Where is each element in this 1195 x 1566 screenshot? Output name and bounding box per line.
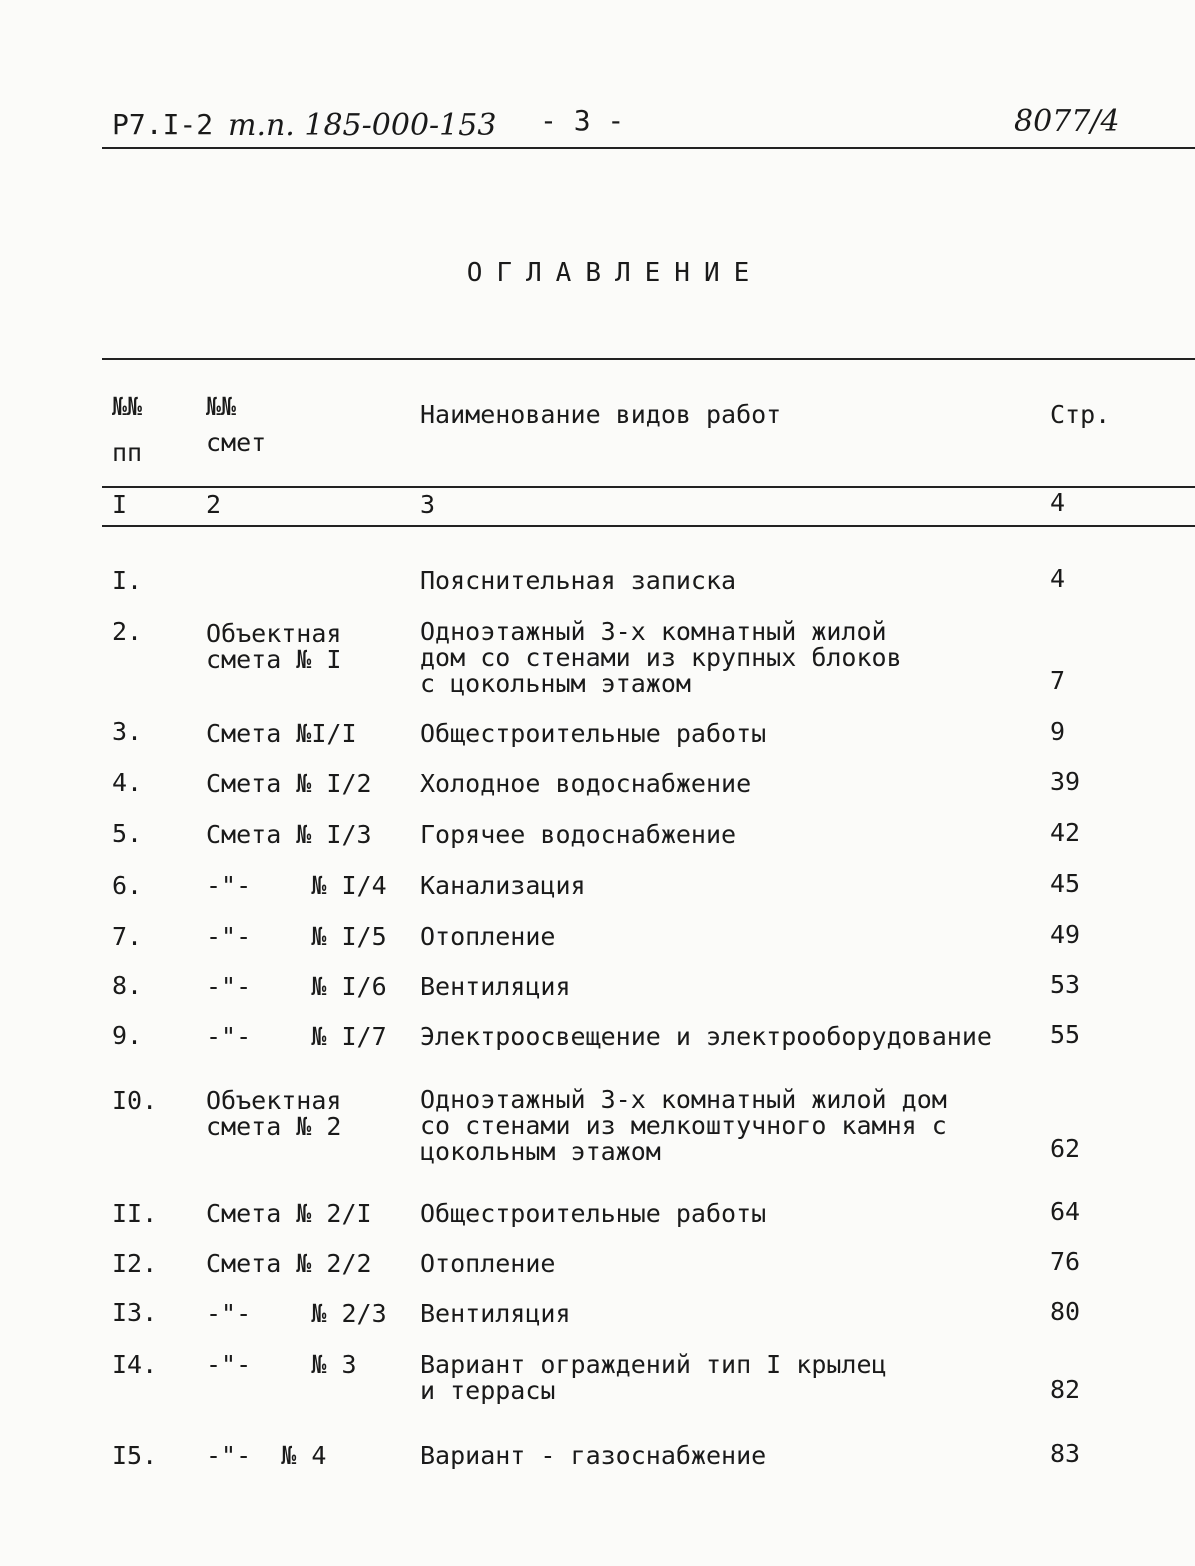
row-page: 64 — [1050, 1197, 1081, 1226]
row-estimate: Смета № 2/2 — [206, 1249, 372, 1278]
row-name: Вариант - газоснабжение — [420, 1441, 767, 1470]
row-page: 82 — [1050, 1375, 1081, 1404]
row-num: I5. — [112, 1441, 158, 1470]
row-name: Общестроительные работы — [420, 719, 767, 748]
row-name: Одноэтажный 3-х комнатный жилой дом со стенами из мелкоштучного камня с цокольным этажом — [420, 1085, 947, 1166]
table-head-rule — [102, 486, 1195, 488]
row-page: 53 — [1050, 970, 1081, 999]
row-estimate: Объектная смета № I — [206, 619, 342, 674]
row-estimate: Объектная смета № 2 — [206, 1086, 342, 1141]
row-num: 3. — [112, 717, 143, 746]
row-estimate: -"- № I/6 — [206, 972, 387, 1001]
row-name: Электроосвещение и электрооборудование — [420, 1022, 992, 1051]
col-page-head: Стр. — [1050, 400, 1111, 429]
table-body-rule — [102, 525, 1195, 527]
col-number-3: 3 — [420, 490, 436, 519]
row-page: 62 — [1050, 1134, 1081, 1163]
row-page: 9 — [1050, 717, 1066, 746]
row-num: 9. — [112, 1021, 143, 1050]
row-estimate: -"- № I/4 — [206, 871, 387, 900]
col-num-head-1: №№ — [112, 392, 143, 421]
row-name: Вариант ограждений тип I крылец и террасы — [420, 1350, 887, 1405]
row-page: 4 — [1050, 564, 1066, 593]
row-name: Вентиляция — [420, 1299, 571, 1328]
row-estimate: -"- № 4 — [206, 1441, 327, 1470]
row-num: I2. — [112, 1249, 158, 1278]
table-top-rule — [102, 358, 1195, 360]
row-page: 45 — [1050, 869, 1081, 898]
row-num: II. — [112, 1199, 158, 1228]
row-estimate: -"- № 3 — [206, 1350, 357, 1379]
row-estimate: -"- № 2/3 — [206, 1299, 387, 1328]
header-rule — [102, 147, 1195, 149]
row-num: 7. — [112, 922, 143, 951]
row-page: 39 — [1050, 767, 1081, 796]
row-name: Горячее водоснабжение — [420, 820, 737, 849]
col-estimate-head-1: №№ — [206, 392, 237, 421]
col-number-4: 4 — [1050, 488, 1066, 517]
sheet-number: 8077/4 — [1014, 104, 1120, 139]
row-name: Вентиляция — [420, 972, 571, 1001]
row-page: 49 — [1050, 920, 1081, 949]
row-num: 6. — [112, 871, 143, 900]
row-estimate: Смета № I/2 — [206, 769, 372, 798]
row-name: Отопление — [420, 1249, 556, 1278]
row-num: I3. — [112, 1298, 158, 1327]
document-code: Р7.I-2 — [112, 108, 214, 141]
row-num: I4. — [112, 1350, 158, 1379]
col-estimate-head-2: смет — [206, 428, 267, 457]
row-estimate: Смета № I/3 — [206, 820, 372, 849]
project-number: т.п. 185-000-153 — [228, 108, 497, 143]
row-page: 55 — [1050, 1020, 1081, 1049]
row-estimate: Смета №I/I — [206, 719, 357, 748]
col-name-head: Наименование видов работ — [420, 400, 782, 429]
col-number-2: 2 — [206, 490, 222, 519]
row-num: 2. — [112, 617, 143, 646]
row-name: Общестроительные работы — [420, 1199, 767, 1228]
row-name: Холодное водоснабжение — [420, 769, 752, 798]
col-num-head-2: пп — [112, 438, 143, 467]
row-num: I0. — [112, 1086, 158, 1115]
row-estimate: -"- № I/7 — [206, 1022, 387, 1051]
page-title: ОГЛАВЛЕНИЕ — [466, 258, 764, 288]
row-num: 5. — [112, 819, 143, 848]
row-estimate: -"- № I/5 — [206, 922, 387, 951]
row-estimate: Смета № 2/I — [206, 1199, 372, 1228]
row-num: I. — [112, 566, 143, 595]
row-num: 8. — [112, 971, 143, 1000]
col-number-1: I — [112, 490, 128, 519]
row-name: Одноэтажный 3-х комнатный жилой дом со стенами из крупных блоков с цокольным этажом — [420, 617, 902, 698]
row-name: Канализация — [420, 871, 586, 900]
row-page: 83 — [1050, 1439, 1081, 1468]
row-num: 4. — [112, 768, 143, 797]
page-number: - 3 - — [540, 104, 625, 137]
row-page: 80 — [1050, 1297, 1081, 1326]
row-name: Пояснительная записка — [420, 566, 737, 595]
row-name: Отопление — [420, 922, 556, 951]
row-page: 42 — [1050, 818, 1081, 847]
row-page: 7 — [1050, 666, 1066, 695]
row-page: 76 — [1050, 1247, 1081, 1276]
